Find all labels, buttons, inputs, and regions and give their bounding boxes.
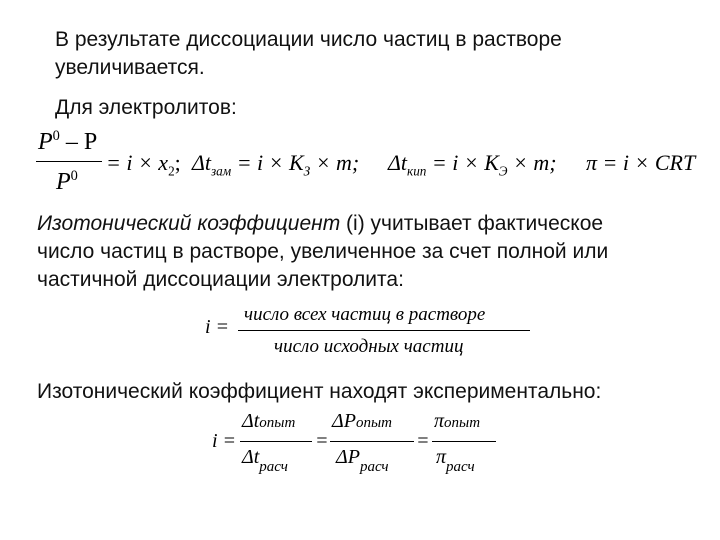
freeze-formula <box>192 150 359 179</box>
raoult-numerator <box>38 128 97 156</box>
freeze-rhs: = i × K <box>236 150 304 175</box>
definition-rest: учитывает фактическое <box>370 212 604 235</box>
exp-p-fraction-bar <box>330 441 414 442</box>
exp-t-den-sub: расч <box>259 459 288 475</box>
boil-sub: кип <box>407 163 427 179</box>
ratio-denominator: число исходных частиц <box>274 336 464 357</box>
exp-lhs: i = <box>212 430 237 452</box>
raoult-denominator-p: P <box>56 169 71 195</box>
freeze-k-sub: З <box>303 163 311 179</box>
osmotic-formula: π = i × CRT <box>586 150 696 175</box>
exp-pi-den-sub: расч <box>446 459 475 475</box>
freeze-end: × m; <box>315 150 360 175</box>
boil-rhs: = i × K <box>431 150 499 175</box>
exp-pi-num-sub: опыт <box>444 415 481 431</box>
raoult-denominator <box>56 168 78 196</box>
boil-delta: Δt <box>388 150 408 175</box>
raoult-numerator-p: P <box>38 129 53 155</box>
exp-t-den: Δt <box>242 446 260 468</box>
raoult-separator: ; <box>174 150 181 175</box>
exp-t-denominator <box>242 446 288 475</box>
raoult-denominator-sup: 0 <box>70 168 78 184</box>
definition-line-3: частичной диссоциации электролита: <box>37 268 404 291</box>
electrolytes-label: Для электролитов: <box>55 96 237 119</box>
exp-pi-numerator <box>434 410 480 433</box>
exp-pi-denominator <box>436 446 475 475</box>
exp-t-num: Δt <box>242 410 260 432</box>
experiment-text: Изотонический коэффициент находят экспериментально: <box>37 380 602 403</box>
ratio-fraction-bar <box>238 330 530 331</box>
exp-p-num-sub: опыт <box>355 415 392 431</box>
intro-line-1: В результате диссоциации число частиц в растворе <box>55 28 562 51</box>
exp-pi-num: π <box>434 410 445 432</box>
definition-line-2: число частиц в растворе, увеличенное за счет полной или <box>37 240 609 263</box>
exp-p-denominator <box>336 446 389 475</box>
exp-t-fraction-bar <box>240 441 312 442</box>
raoult-fraction-bar <box>36 161 102 162</box>
exp-p-den: ΔP <box>336 446 360 468</box>
exp-pi-fraction-bar <box>432 441 496 442</box>
exp-eq-2: = <box>416 430 430 452</box>
exp-p-den-sub: расч <box>359 459 389 475</box>
raoult-rhs <box>106 150 181 179</box>
raoult-rhs-text: = i × x <box>106 150 169 175</box>
definition-line-1 <box>37 212 603 236</box>
boil-formula <box>388 150 557 179</box>
freeze-sub: зам <box>211 163 232 179</box>
exp-t-num-sub: опыт <box>259 415 296 431</box>
definition-term: Изотонический коэффициент <box>37 212 341 235</box>
ratio-lhs: i = <box>205 316 230 338</box>
definition-var: (i) <box>346 212 365 235</box>
raoult-rhs-sub: 2 <box>168 163 175 179</box>
ratio-numerator: число всех частиц в растворе <box>244 304 486 325</box>
raoult-numerator-rest: – P <box>65 129 98 155</box>
exp-t-numerator <box>242 410 295 433</box>
intro-line-2: увеличивается. <box>55 56 205 79</box>
exp-p-numerator <box>332 410 392 433</box>
exp-p-num: ΔP <box>332 410 356 432</box>
exp-pi-den: π <box>436 446 447 468</box>
freeze-delta: Δt <box>192 150 212 175</box>
raoult-numerator-sup: 0 <box>52 128 60 144</box>
exp-eq-1: = <box>315 430 329 452</box>
boil-end: × m; <box>513 150 557 175</box>
boil-k-sub: Э <box>498 163 508 179</box>
